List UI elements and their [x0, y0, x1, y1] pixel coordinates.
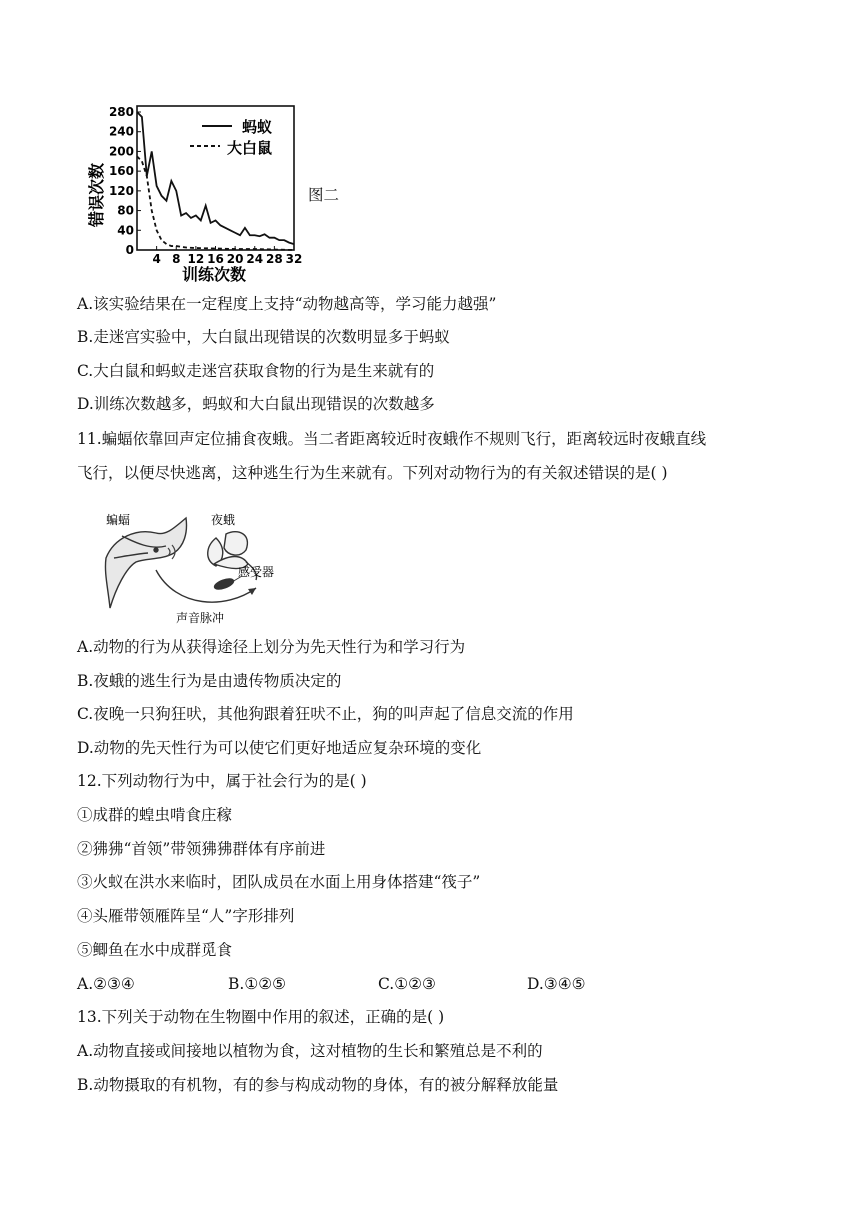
legend-label-rat: 大白鼠	[227, 139, 273, 157]
q13-option-a: A.动物直接或间接地以植物为食，这对植物的生长和繁殖总是不利的	[77, 1042, 543, 1060]
q12-stem: 12.下列动物行为中，属于社会行为的是( )	[77, 772, 367, 790]
figure-2-chart	[82, 100, 302, 285]
y-tick-label: 280	[108, 105, 134, 119]
label-sound-pulse: 声音脉冲	[176, 611, 225, 625]
label-receptor: 感受器	[238, 565, 275, 579]
q11-stem-line-2: 飞行，以便尽快逃离，这种逃生行为生来就有。下列对动物行为的有关叙述错误的是( )	[77, 464, 668, 482]
q10-option-a: A.该实验结果在一定程度上支持“动物越高等，学习能力越强”	[77, 295, 497, 313]
y-tick-label: 80	[117, 203, 134, 218]
bat-drawing	[105, 518, 186, 608]
y-tick-label: 240	[108, 124, 134, 139]
y-tick-label: 160	[108, 164, 134, 179]
q10-option-d: D.训练次数越多，蚂蚁和大白鼠出现错误的次数越多	[77, 395, 435, 413]
figure-2-label: 图二	[308, 186, 340, 204]
q11-option-a: A.动物的行为从获得途径上划分为先天性行为和学习行为	[77, 638, 466, 656]
bat-moth-illustration	[96, 498, 301, 628]
series-line-rat	[137, 156, 294, 250]
y-tick-label: 0	[125, 243, 134, 257]
x-tick-label: 20	[226, 252, 244, 266]
x-axis-label: 训练次数	[181, 265, 247, 284]
q13-stem: 13.下列关于动物在生物圈中作用的叙述，正确的是( )	[77, 1008, 445, 1026]
q12-option-d: D.③④⑤	[527, 975, 586, 993]
q12-option-c: C.①②③	[378, 975, 436, 993]
q11-option-b: B.夜蛾的逃生行为是由遗传物质决定的	[77, 672, 342, 690]
q11-stem-line-1: 11.蝙蝠依靠回声定位捕食夜蛾。当二者距离较近时夜蛾作不规则飞行，距离较远时夜蛾直线	[77, 430, 707, 448]
q10-option-b: B.走迷宫实验中，大白鼠出现错误的次数明显多于蚂蚁	[77, 328, 450, 346]
q13-option-b: B.动物摄取的有机物，有的参与构成动物的身体，有的被分解释放能量	[77, 1076, 559, 1094]
q11-option-d: D.动物的先天性行为可以使它们更好地适应复杂环境的变化	[77, 739, 482, 757]
q12-option-a: A.②③④	[77, 975, 135, 993]
x-tick-label: 16	[207, 252, 224, 266]
x-tick-label: 12	[187, 252, 205, 266]
bat-moth-figure	[96, 498, 301, 628]
label-moth: 夜蛾	[211, 513, 236, 527]
q12-item-3: ③火蚁在洪水来临时，团队成员在水面上用身体搭建“筏子”	[77, 873, 481, 891]
y-axis-label: 错误次数	[87, 162, 106, 228]
x-tick-label: 4	[152, 252, 161, 266]
q11-option-c: C.夜晚一只狗狂吠，其他狗跟着狂吠不止，狗的叫声起了信息交流的作用	[77, 705, 574, 723]
q12-item-2: ②狒狒“首领”带领狒狒群体有序前进	[77, 840, 326, 858]
q10-option-c: C.大白鼠和蚂蚁走迷宫获取食物的行为是生来就有的	[77, 362, 435, 380]
q12-option-b: B.①②⑤	[228, 975, 287, 993]
moth-drawing	[208, 532, 257, 591]
q12-item-5: ⑤鲫鱼在水中成群觅食	[77, 941, 233, 959]
legend-label-ant: 蚂蚁	[242, 118, 273, 136]
label-bat: 蝙蝠	[106, 513, 131, 527]
x-tick-label: 28	[266, 252, 283, 266]
y-tick-label: 200	[108, 144, 134, 159]
error-count-chart	[82, 100, 302, 285]
x-tick-label: 32	[285, 252, 302, 266]
y-tick-label: 40	[117, 223, 134, 238]
q12-item-1: ①成群的蝗虫啃食庄稼	[77, 806, 233, 824]
y-tick-label: 120	[108, 183, 134, 198]
x-tick-label: 24	[246, 252, 264, 266]
q12-item-4: ④头雁带领雁阵呈“人”字形排列	[77, 907, 295, 925]
x-tick-label: 8	[172, 252, 181, 266]
